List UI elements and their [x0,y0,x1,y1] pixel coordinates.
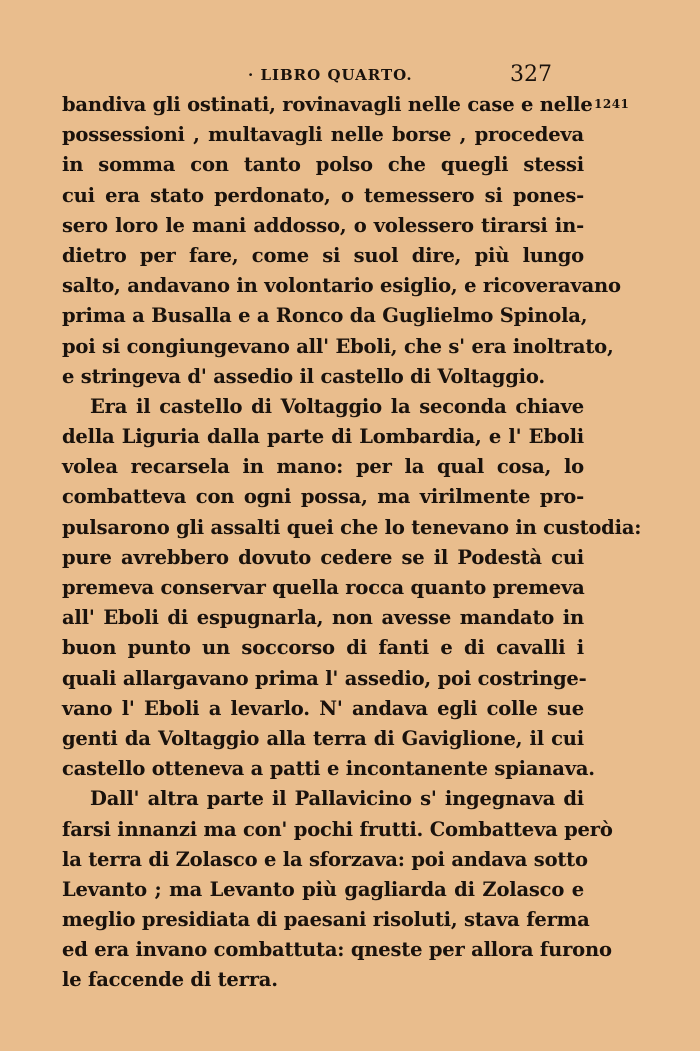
text-line: farsi innanzi ma con' pochi frutti. Combatteva però [62,817,613,841]
text-line: sero loro le mani addosso, o volessero tirarsi in- [62,213,584,237]
text-line: cui era stato perdonato, o temessero si pones- [62,183,584,207]
text-line: all' Eboli di espugnarla, non avesse mandato in [62,606,584,630]
text-line: combatteva con ogni possa, ma virilmente pro- [62,485,584,509]
running-title: · LIBRO QUARTO. [248,66,413,84]
text-line: in somma con tanto polso che quegli stessi [62,153,584,177]
text-line: e stringeva d' assedio il castello di Voltaggio. [62,364,545,388]
text-line: dietro per fare, come si suol dire, più lungo [62,243,584,267]
paragraph [62,784,613,995]
text-line: volea recarsela in mano: per la qual cosa, lo [62,455,584,479]
text-line: bandiva gli ostinati, rovinavagli nelle case e nelle [62,93,593,116]
text-line: salto, andavano in volontario esiglio, e ricoveravano [62,274,621,298]
text-line: le faccende di terra. [62,968,278,992]
text-line: quali allargavano prima l' assedio, poi costringe- [62,666,587,690]
text-line: ed era invano combattuta: qneste per allora furono [62,938,612,962]
text-line: pulsarono gli assalti quei che lo tenevano in custodia: [62,515,642,539]
text-line: prima a Busalla e a Ronco da Guglielmo Spinola, [62,304,588,328]
text-line: poi si congiungevano all' Eboli, che s' era inoltrato, [62,334,614,358]
paragraph [62,392,642,784]
page-number: 327 [510,62,552,87]
text-line: della Liguria dalla parte di Lombardia, e l' Eboli [62,425,584,449]
text-line: la terra di Zolasco e la sforzava: poi andava sotto [62,847,588,871]
text-line: Levanto ; ma Levanto più gagliarda di Zolasco e [62,877,584,901]
text-line: meglio presidiata di paesani risoluti, stava ferma [62,908,590,932]
margin-year-note: 1241 [594,97,630,111]
text-line: buon punto un soccorso di fanti e di cavalli i [62,636,584,660]
text-line: vano l' Eboli a levarlo. N' andava egli colle sue [62,696,584,720]
text-line: premeva conservar quella rocca quanto premeva [62,576,585,599]
text-line: possessioni , multavagli nelle borse , procedeva [62,123,584,147]
text-line: Dall' altra parte il Pallavicino s' ingegnava di [90,787,584,811]
page-header [0,62,700,92]
text-line: Era il castello di Voltaggio la seconda chiave [90,394,584,418]
text-line: genti da Voltaggio alla terra di Gaviglione, il cui [62,726,584,750]
text-line: castello otteneva a patti e incontanente spianava. [62,757,595,781]
text-line: pure avrebbero dovuto cedere se il Podestà cui [62,545,584,569]
